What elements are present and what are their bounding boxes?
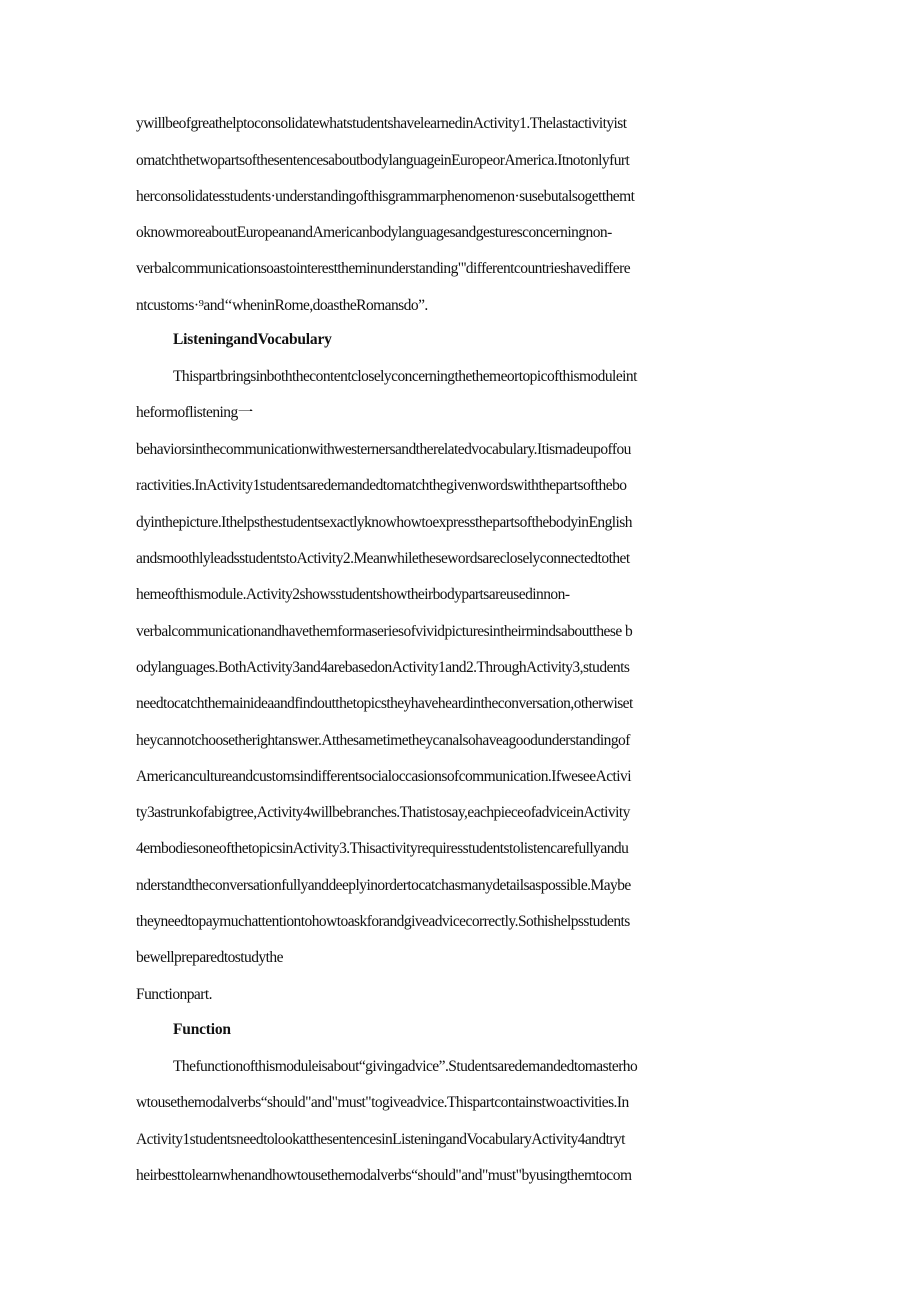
text-line: ty3astrunkofabigtree,Activity4willbebranches.Thatistosay,eachpieceofadviceinActivity — [136, 804, 630, 821]
text-line: behaviorsinthecommunicationwithwesternersandtherelatedvocabulary.Itismadeupoffou — [136, 441, 631, 458]
text-line: Functionpart. — [136, 986, 212, 1003]
text-line: hemeofthismodule.Activity2showsstudentshowtheirbodypartsareusedinnon- — [136, 586, 570, 603]
text-line: nderstandtheconversationfullyanddeeplyinordertocatchasmanydetailsaspossible.Maybe — [136, 877, 631, 894]
text-line: verbalcommunicationandhavethemformaseriesofvividpicturesintheirmindsaboutthese b — [136, 623, 633, 640]
text-line: Activity1studentsneedtolookatthesentencesinListeningandVocabularyActivity4andtryt — [136, 1131, 625, 1148]
text-line: herconsolidatesstudents·understandingofthisgrammarphenomenon·susebutalsogetthemt — [136, 188, 635, 205]
section-heading-listening-vocabulary: ListeningandVocabulary — [173, 331, 332, 348]
text-line: ractivities.InActivity1studentsaredemandedtomatchthegivenwordswiththepartsofthebo — [136, 477, 627, 494]
text-line: ntcustoms·⁹and‘‘wheninRome,doastheRomansdo”. — [136, 297, 428, 314]
text-line: dyinthepicture.IthelpsthestudentsexactlyknowhowtoexpressthepartsofthebodyinEnglish — [136, 514, 632, 531]
text-line: heformoflistening一 — [136, 404, 253, 421]
text-line: oknowmoreaboutEuropeanandAmericanbodylanguagesandgesturesconcerningnon- — [136, 224, 612, 241]
text-line: heycannotchoosetherightanswer.Atthesametimetheycanalsohaveagoodunderstandingof — [136, 732, 630, 749]
text-line: andsmoothlyleadsstudentstoActivity2.Meanwhilethesewordsarecloselyconnectedtothet — [136, 550, 630, 567]
text-line: odylanguages.BothActivity3and4arebasedonActivity1and2.ThroughActivity3,students — [136, 659, 630, 676]
section-heading-function: Function — [173, 1021, 231, 1038]
text-line: omatchthetwopartsofthesentencesaboutbodylanguageinEuropeorAmerica.Itnotonlyfurt — [136, 152, 630, 169]
text-line: needtocatchthemainideaandfindoutthetopicstheyhaveheardintheconversation,otherwiset — [136, 695, 633, 712]
text-line: ywillbeofgreathelptoconsolidatewhatstudentshavelearnedinActivity1.Thelastactivityist — [136, 115, 627, 132]
text-line: verbalcommunicationsoastointeresttheminunderstanding"'differentcountrieshavediffere — [136, 260, 631, 277]
text-line: wtousethemodalverbs“should"and"must"togiveadvice.Thispartcontainstwoactivities.In — [136, 1094, 629, 1111]
paragraph-first-line: Thispartbringsinboththecontentcloselyconcerningthethemeortopicofthismoduleint — [173, 368, 637, 385]
text-line: heirbesttolearnwhenandhowtousethemodalverbs“should"and"must"byusingthemtocom — [136, 1167, 632, 1184]
text-line: Americancultureandcustomsindifferentsocialoccasionsofcommunication.IfweseeActivi — [136, 768, 632, 785]
paragraph-first-line: Thefunctionofthismoduleisabout“givingadvice”.Studentsaredemandedtomasterho — [173, 1058, 638, 1075]
text-line: bewellpreparedtostudythe — [136, 949, 283, 966]
text-line: 4embodiesoneofthetopicsinActivity3.Thisactivityrequiresstudentstolistencarefullyandu — [136, 840, 629, 857]
text-line: theyneedtopaymuchattentiontohowtoaskforandgiveadvicecorrectly.Sothishelpsstudents — [136, 913, 630, 930]
